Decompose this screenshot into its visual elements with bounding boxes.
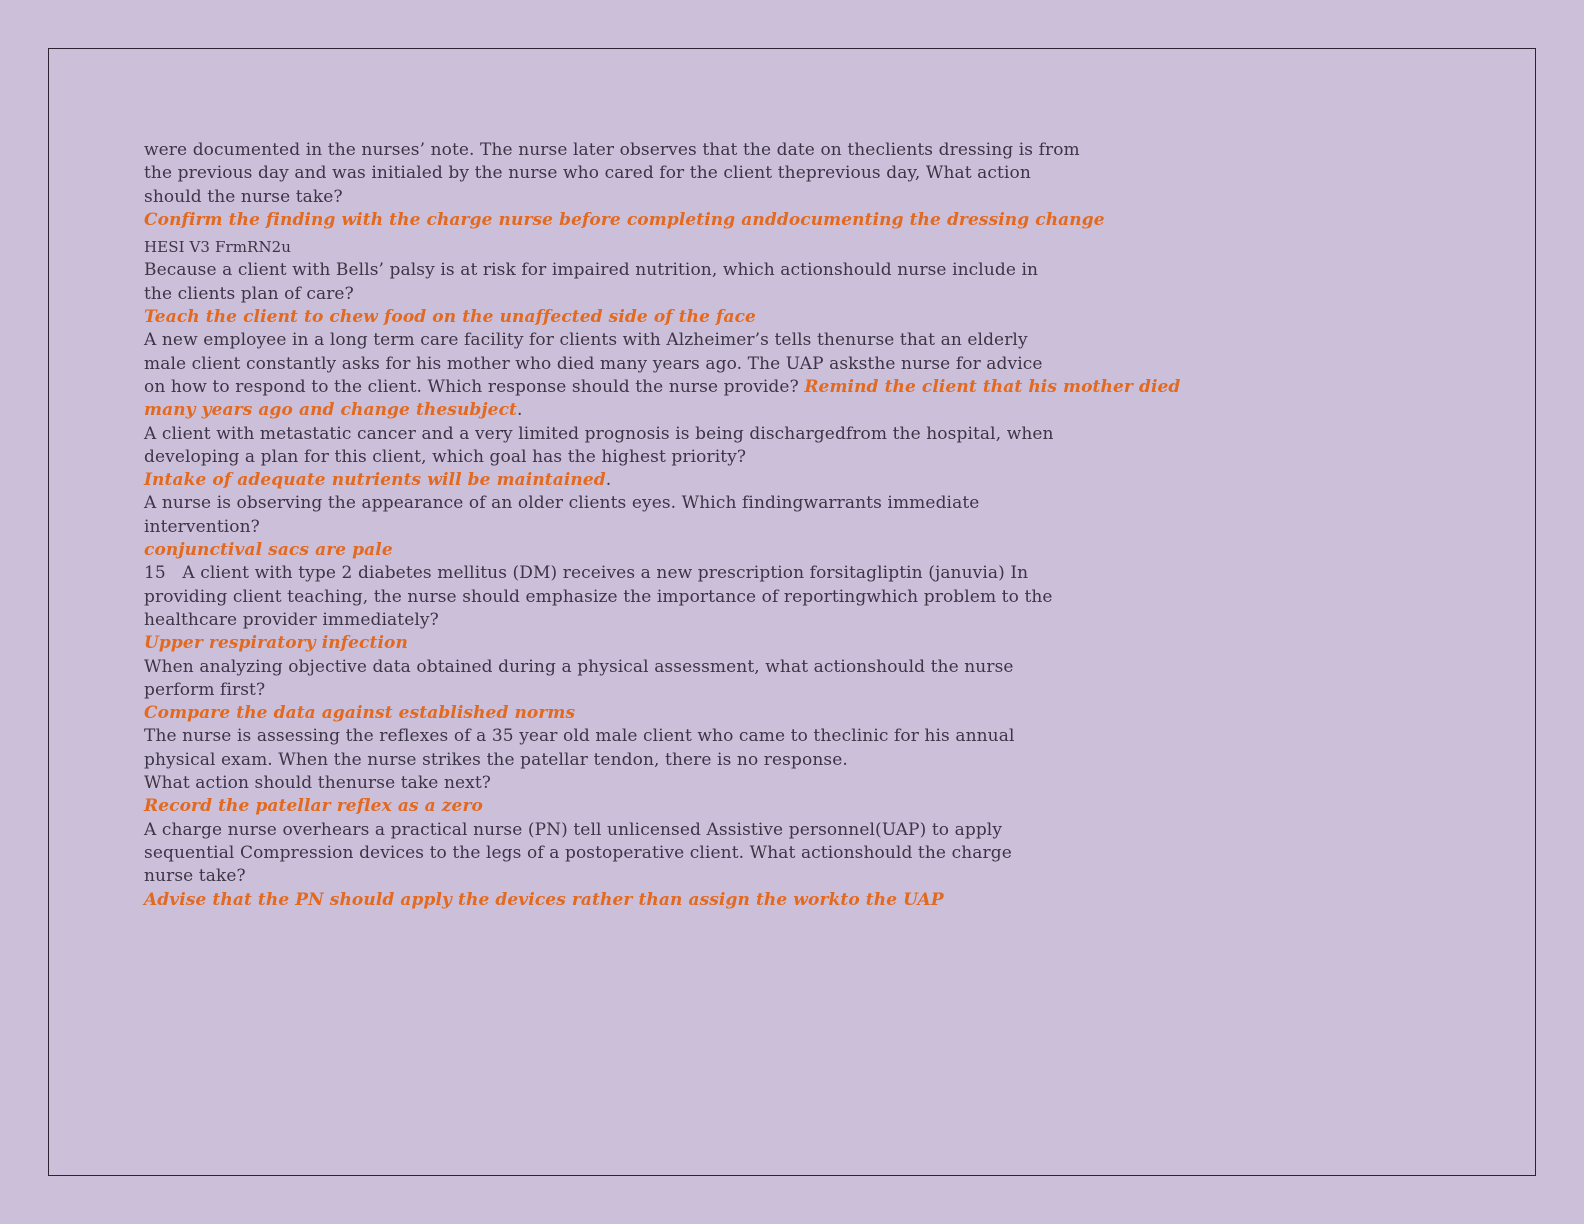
answer-text: Record the patellar reflex as a zero	[144, 796, 483, 817]
answer-text: many years ago and change thesubject	[144, 400, 517, 421]
text-line: providing client teaching, the nurse should emphasize the importance of reportingwhich problem to the	[144, 586, 1053, 607]
answer-text: Teach the client to chew food on the unaffected side of the face	[144, 307, 756, 328]
section-label: HESI V3 FrmRN2u	[144, 238, 292, 257]
answer-line	[144, 539, 1384, 562]
answer-line	[144, 399, 1384, 422]
text-line: intervention?	[144, 516, 260, 537]
text-line	[144, 376, 1384, 399]
text-line: healthcare provider immediately?	[144, 609, 439, 630]
text-line: A client with metastatic cancer and a very limited prognosis is being dischargedfrom the hospital, when	[144, 423, 1054, 444]
text-line: sequential Compression devices to the legs of a postoperative client. What actionshould the charge	[144, 842, 1012, 863]
text-line: What action should thenurse take next?	[144, 773, 492, 794]
text-line: A new employee in a long term care facility for clients with Alzheimer’s tells thenurse that an elderly	[144, 330, 1028, 351]
text-line: should the nurse take?	[144, 186, 343, 207]
text-line: perform first?	[144, 679, 266, 700]
text-line: developing a plan for this client, which goal has the highest priority?	[144, 446, 747, 467]
text-line: A nurse is observing the appearance of an older clients eyes. Which findingwarrants immediate	[144, 493, 980, 514]
answer-suffix: .	[605, 470, 612, 491]
answer-text: Confirm the finding with the charge nurse before completing anddocumenting the dressing change	[144, 209, 1105, 230]
answer-line	[144, 469, 1384, 492]
answer-text: Upper respiratory infection	[144, 633, 408, 654]
text-line: nurse take?	[144, 866, 246, 887]
document-content	[144, 139, 1384, 912]
text-line: the previous day and was initialed by the nurse who cared for the client theprevious day, What action	[144, 163, 1031, 184]
answer-line	[144, 795, 1384, 818]
answer-text: Intake of adequate nutrients will be maintained	[144, 470, 606, 491]
text-line: male client constantly asks for his mother who died many years ago. The UAP asksthe nurse for advice	[144, 353, 1043, 374]
answer-suffix: .	[516, 400, 523, 421]
answer-line	[144, 632, 1384, 655]
text-line: were documented in the nurses’ note. The nurse later observes that the date on theclients dressing is from	[144, 140, 1080, 160]
text-line: Because a client with Bells’ palsy is at risk for impaired nutrition, which actionshould nurse include in	[144, 260, 1039, 281]
text-line: the clients plan of care?	[144, 283, 354, 304]
answer-text: Advise that the PN should apply the devices rather than assign the workto the UAP	[144, 889, 944, 910]
text-line: When analyzing objective data obtained during a physical assessment, what actionshould the nurse	[144, 656, 1014, 677]
text-line: 15 A client with type 2 diabetes mellitus (DM) receives a new prescription forsitagliptin (januvia) In	[144, 563, 1029, 584]
text-line: The nurse is assessing the reflexes of a 35 year old male client who came to theclinic for his annual	[144, 726, 1015, 747]
answer-text: Compare the data against established norms	[144, 703, 576, 724]
answer-line	[144, 209, 1384, 232]
answer-line	[144, 702, 1384, 725]
text-line: A charge nurse overhears a practical nurse (PN) tell unlicensed Assistive personnel(UAP) to apply	[144, 819, 1003, 840]
answer-text: Remind the client that his mother died	[804, 376, 1181, 397]
answer-text: conjunctival sacs are pale	[144, 540, 393, 561]
question-text: on how to respond to the client. Which response should the nurse provide?	[144, 376, 805, 397]
text-line: physical exam. When the nurse strikes the patellar tendon, there is no response.	[144, 749, 848, 770]
answer-line	[144, 306, 1384, 329]
answer-line	[144, 889, 1384, 912]
